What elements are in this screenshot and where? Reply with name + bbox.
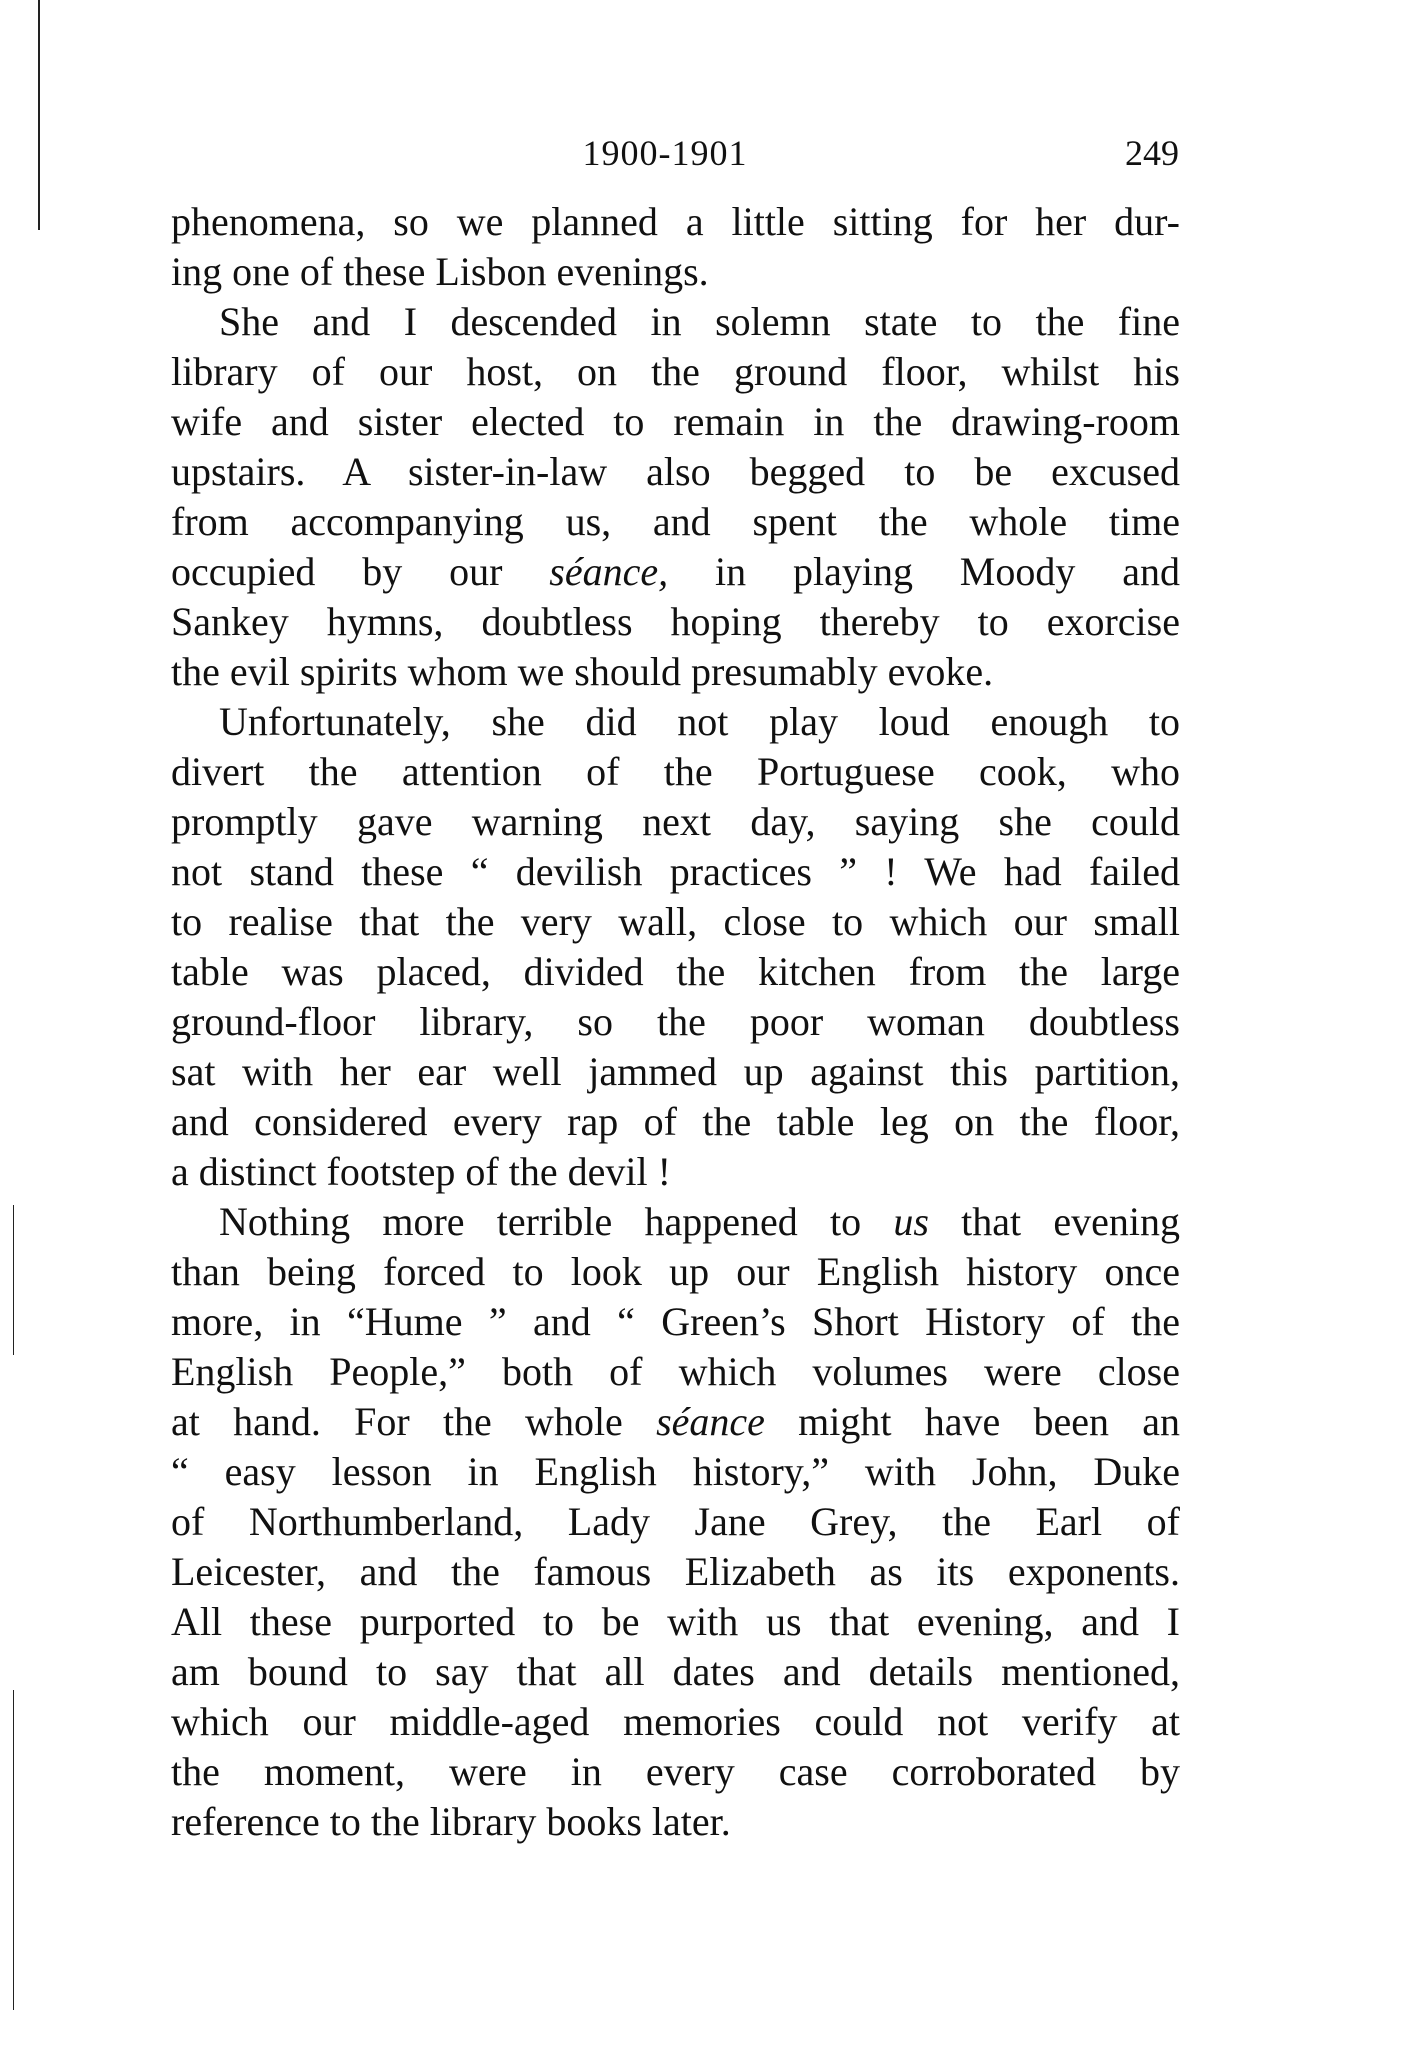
text-segment: reference to the library books later. [171,1799,731,1844]
text-segment: more, in “Hume ” and “ Green’s Short History of the [171,1299,1180,1344]
text-segment: She and I descended in solemn state to the fine [219,299,1180,344]
text-line [171,1297,1180,1347]
text-line [171,647,1180,697]
text-segment: a distinct footstep of the devil ! [171,1149,671,1194]
text-line [171,247,1180,297]
italic-text: us [893,1199,929,1244]
italic-text: séance, [549,549,669,594]
text-segment: not stand these “ devilish practices ” ! We had failed [171,849,1180,894]
scan-margin-line [38,0,40,230]
paragraph [171,297,1180,697]
text-segment: Leicester, and the famous Elizabeth as its exponents. [171,1549,1180,1594]
text-line [171,397,1180,447]
text-line [171,1397,1180,1447]
text-segment: ing one of these Lisbon evenings. [171,249,709,294]
text-segment: All these purported to be with us that evening, and I [171,1599,1180,1644]
text-line [171,597,1180,647]
text-segment: wife and sister elected to remain in the drawing-room [171,399,1180,444]
text-line [171,697,1180,747]
body-text [171,197,1180,1847]
text-segment: might have been an [764,1399,1180,1444]
text-line [171,347,1180,397]
text-line [171,1497,1180,1547]
text-segment: Unfortunately, she did not play loud enough to [219,699,1180,744]
text-line [171,1797,1180,1847]
text-line [171,947,1180,997]
text-line [171,1097,1180,1147]
text-line [171,1647,1180,1697]
text-line [171,847,1180,897]
text-segment: library of our host, on the ground floor, whilst his [171,349,1180,394]
scan-margin-line [13,1690,14,2010]
text-line [171,497,1180,547]
paragraph [171,697,1180,1197]
text-line [171,1247,1180,1297]
text-line [171,547,1180,597]
text-segment: at hand. For the whole [171,1399,657,1444]
text-line [171,447,1180,497]
text-segment: table was placed, divided the kitchen from the large [171,949,1180,994]
text-segment: which our middle-aged memories could not verify at [171,1699,1180,1744]
text-segment: of Northumberland, Lady Jane Grey, the Earl of [171,1499,1180,1544]
text-segment: upstairs. A sister-in-law also begged to be excused [171,449,1180,494]
text-segment: Sankey hymns, doubtless hoping thereby to exorcise [171,599,1180,644]
scan-margin-line [13,1205,14,1355]
text-segment: and considered every rap of the table leg on the floor, [171,1099,1180,1144]
paragraph [171,197,1180,297]
running-header-title: 1900-1901 [582,133,748,173]
text-segment: sat with her ear well jammed up against this partition, [171,1049,1180,1094]
text-segment: am bound to say that all dates and details mentioned, [171,1649,1180,1694]
text-line [171,797,1180,847]
text-line [171,1447,1180,1497]
text-line [171,297,1180,347]
page-number: 249 [1125,133,1179,173]
text-segment: Nothing more terrible happened to [219,1199,894,1244]
text-line [171,1047,1180,1097]
text-line [171,897,1180,947]
text-line [171,1547,1180,1597]
text-segment: in playing Moody and [668,549,1180,594]
text-segment: occupied by our [171,549,550,594]
text-line [171,747,1180,797]
text-segment: to realise that the very wall, close to which our small [171,899,1180,944]
text-line [171,1197,1180,1247]
text-segment: promptly gave warning next day, saying she could [171,799,1180,844]
text-segment: the moment, were in every case corroborated by [171,1749,1180,1794]
italic-text: séance [656,1399,765,1444]
text-segment: the evil spirits whom we should presumably evoke. [171,649,994,694]
text-line [171,197,1180,247]
text-line [171,1347,1180,1397]
text-line [171,1597,1180,1647]
text-segment: “ easy lesson in English history,” with John, Duke [171,1449,1180,1494]
text-line [171,997,1180,1047]
text-segment: than being forced to look up our English history once [171,1249,1180,1294]
text-line [171,1147,1180,1197]
text-line [171,1697,1180,1747]
text-line [171,1747,1180,1797]
text-segment: English People,” both of which volumes were close [171,1349,1180,1394]
text-segment: from accompanying us, and spent the whole time [171,499,1180,544]
text-segment: phenomena, so we planned a little sitting for her dur- [171,199,1180,244]
text-segment: ground-floor library, so the poor woman doubtless [171,999,1180,1044]
text-segment: divert the attention of the Portuguese cook, who [171,749,1180,794]
text-segment: that evening [928,1199,1180,1244]
paragraph [171,1197,1180,1847]
